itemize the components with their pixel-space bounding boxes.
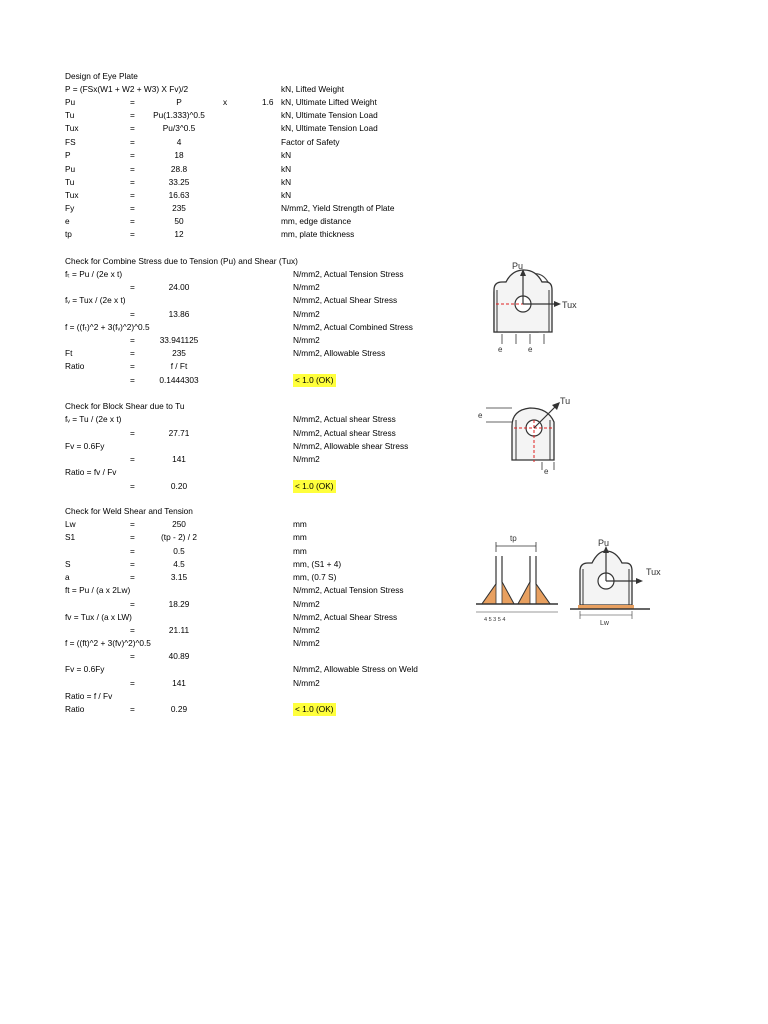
row-tu bbox=[0, 176, 768, 189]
cell-value: Pu/3^0.5 bbox=[162, 123, 196, 133]
cell-label: S1 bbox=[65, 532, 76, 542]
row-ratio-value bbox=[0, 374, 768, 387]
fig4-tux-label: Tux bbox=[646, 567, 661, 577]
cell-eq: = bbox=[130, 532, 135, 542]
row-tu-formula bbox=[0, 109, 768, 122]
cell-label: Tu bbox=[65, 110, 75, 120]
fig4-pu-label: Pu bbox=[598, 538, 610, 548]
cell-value: 141 bbox=[172, 454, 186, 464]
cell-value: 3.15 bbox=[170, 572, 188, 582]
cell-label: FS bbox=[65, 137, 76, 147]
cell-unit: N/mm2, Actual shear Stress bbox=[293, 414, 396, 424]
cell-unit: N/mm2 bbox=[293, 282, 320, 292]
cell-value: 12 bbox=[174, 229, 184, 239]
cell-label: Fy bbox=[65, 203, 75, 213]
section-heading: Check for Combine Stress due to Tension (Pu) and Shear (Tux) bbox=[65, 256, 298, 266]
fig2-e2-label: e bbox=[544, 467, 549, 476]
cell-eq: = bbox=[130, 428, 135, 438]
row-fy bbox=[0, 202, 768, 215]
ok-result-badge: < 1.0 (OK) bbox=[295, 704, 334, 714]
cell-label: Tu bbox=[65, 177, 75, 187]
cell-label: Ratio bbox=[65, 361, 85, 371]
cell-eq: = bbox=[130, 375, 135, 385]
cell-label: Fv = 0.6Fy bbox=[65, 441, 105, 451]
row-p-formula bbox=[0, 83, 768, 96]
cell-label: fᵥ = Tux / (2e x t) bbox=[65, 295, 126, 305]
row-weld-ratio-formula bbox=[0, 690, 768, 703]
cell-value: 141 bbox=[172, 678, 186, 688]
row-block-ratio-value bbox=[0, 480, 768, 493]
cell-unit: kN bbox=[281, 177, 292, 187]
cell-eq: = bbox=[130, 150, 135, 160]
row-weld-f-formula bbox=[0, 637, 768, 650]
fig3-tp-label: tp bbox=[510, 534, 517, 543]
row-pu bbox=[0, 163, 768, 176]
row-tux-formula bbox=[0, 122, 768, 135]
cell-unit: kN, Ultimate Tension Load bbox=[281, 123, 378, 133]
row-ft-value bbox=[0, 281, 768, 294]
cell-multiply: x bbox=[223, 97, 228, 107]
fig4-lw-label: Lw bbox=[600, 620, 609, 627]
fig1-tux-label: Tux bbox=[562, 300, 577, 310]
cell-eq: = bbox=[130, 361, 135, 371]
cell-unit: mm, (S1 + 4) bbox=[293, 559, 342, 569]
cell-unit: N/mm2, Actual Combined Stress bbox=[293, 322, 413, 332]
cell-label: f = ((ft)^2 + 3(fv)^2)^0.5 bbox=[65, 638, 151, 648]
row-pu-formula bbox=[0, 96, 768, 109]
cell-value: 13.86 bbox=[168, 309, 190, 319]
row-tp bbox=[0, 228, 768, 241]
cell-eq: = bbox=[130, 123, 135, 133]
fig1-pu-label: Pu bbox=[512, 262, 524, 271]
row-block-fv-allow-value bbox=[0, 453, 768, 466]
cell-label: P = (FSx(W1 + W2 + W3) X Fv)/2 bbox=[65, 84, 189, 94]
cell-label: Pu bbox=[65, 164, 76, 174]
cell-value: 16.63 bbox=[168, 190, 190, 200]
cell-unit: N/mm2 bbox=[293, 454, 320, 464]
cell-unit: N/mm2 bbox=[293, 599, 320, 609]
cell-eq: = bbox=[130, 137, 135, 147]
cell-unit: N/mm2, Yield Strength of Plate bbox=[281, 203, 395, 213]
fig3-dims-label: 4 5 3 5 4 bbox=[484, 617, 506, 623]
cell-label: e bbox=[65, 216, 70, 226]
row-weld-heading bbox=[0, 505, 768, 518]
weld-section-diagram bbox=[472, 532, 562, 624]
row-fs bbox=[0, 136, 768, 149]
ok-result-badge: < 1.0 (OK) bbox=[295, 481, 334, 491]
row-block-fv-value bbox=[0, 427, 768, 440]
row-block-heading bbox=[0, 400, 768, 413]
cell-eq: = bbox=[130, 110, 135, 120]
ok-result-badge: < 1.0 (OK) bbox=[295, 375, 334, 385]
cell-label: Pu bbox=[65, 97, 76, 107]
cell-value: 4.5 bbox=[173, 559, 185, 569]
row-f-value bbox=[0, 334, 768, 347]
cell-label: Tux bbox=[65, 190, 79, 200]
cell-eq: = bbox=[130, 203, 135, 213]
cell-label: Lw bbox=[65, 519, 76, 529]
cell-label: ft = Pu / (a x 2Lw) bbox=[65, 585, 131, 595]
cell-unit: mm bbox=[293, 532, 307, 542]
cell-value: 28.8 bbox=[170, 164, 188, 174]
row-weld-fv-allow-value bbox=[0, 677, 768, 690]
cell-eq: = bbox=[130, 229, 135, 239]
cell-value: 33.941125 bbox=[159, 335, 199, 345]
cell-value: 27.71 bbox=[168, 428, 190, 438]
row-ft-formula bbox=[0, 268, 768, 281]
cell-label: tp bbox=[65, 229, 72, 239]
title-row bbox=[0, 70, 768, 83]
cell-unit: mm bbox=[293, 546, 307, 556]
row-f-formula bbox=[0, 321, 768, 334]
cell-value: 18 bbox=[174, 150, 184, 160]
row-combined-heading bbox=[0, 255, 768, 268]
cell-value: f / Ft bbox=[170, 361, 188, 371]
cell-value: 0.1444303 bbox=[159, 375, 199, 385]
cell-value: 33.25 bbox=[168, 177, 190, 187]
section-heading: Check for Weld Shear and Tension bbox=[65, 506, 193, 516]
cell-label: Ratio bbox=[65, 704, 85, 714]
cell-eq: = bbox=[130, 97, 135, 107]
cell-value: 235 bbox=[172, 203, 186, 213]
cell-unit: mm, edge distance bbox=[281, 216, 352, 226]
row-block-ratio bbox=[0, 466, 768, 479]
weld-length-diagram bbox=[570, 535, 670, 627]
cell-unit: N/mm2 bbox=[293, 309, 320, 319]
cell-eq: = bbox=[130, 190, 135, 200]
cell-unit: kN bbox=[281, 164, 292, 174]
fig2-tu-label: Tu bbox=[560, 396, 571, 406]
cell-label: fᵥ = Tu / (2e x t) bbox=[65, 414, 122, 424]
cell-eq: = bbox=[130, 572, 135, 582]
row-weld-f-value bbox=[0, 650, 768, 663]
cell-unit: kN, Lifted Weight bbox=[281, 84, 345, 94]
cell-label: P bbox=[65, 150, 71, 160]
cell-eq: = bbox=[130, 651, 135, 661]
cell-unit: kN, Ultimate Tension Load bbox=[281, 110, 378, 120]
cell-unit: N/mm2, Actual Shear Stress bbox=[293, 295, 398, 305]
row-p bbox=[0, 149, 768, 162]
cell-value: 250 bbox=[172, 519, 186, 529]
cell-value: 235 bbox=[172, 348, 186, 358]
cell-label: Tux bbox=[65, 123, 79, 133]
cell-unit: N/mm2, Actual Tension Stress bbox=[293, 269, 404, 279]
row-fv-formula bbox=[0, 294, 768, 307]
cell-value: P bbox=[176, 97, 182, 107]
cell-value: 21.11 bbox=[168, 625, 190, 635]
cell-eq: = bbox=[130, 559, 135, 569]
cell-unit: N/mm2 bbox=[293, 638, 320, 648]
cell-label: fv = Tux / (a x LW) bbox=[65, 612, 132, 622]
cell-value: Pu(1.333)^0.5 bbox=[153, 110, 205, 120]
cell-unit: kN bbox=[281, 190, 292, 200]
cell-unit: N/mm2 bbox=[293, 678, 320, 688]
cell-value: 18.29 bbox=[168, 599, 190, 609]
cell-value: 40.89 bbox=[168, 651, 190, 661]
cell-unit: N/mm2, Actual Shear Stress bbox=[293, 612, 398, 622]
cell-label: S bbox=[65, 559, 71, 569]
row-block-fv-formula bbox=[0, 413, 768, 426]
section-heading: Check for Block Shear due to Tu bbox=[65, 401, 185, 411]
cell-unit: N/mm2 bbox=[293, 335, 320, 345]
cell-eq: = bbox=[130, 704, 135, 714]
row-ratio bbox=[0, 360, 768, 373]
row-e bbox=[0, 215, 768, 228]
cell-eq: = bbox=[130, 481, 135, 491]
cell-eq: = bbox=[130, 177, 135, 187]
fig1-e2-label: e bbox=[528, 345, 533, 354]
cell-eq: = bbox=[130, 164, 135, 174]
cell-eq: = bbox=[130, 309, 135, 319]
row-lw bbox=[0, 518, 768, 531]
fig1-e1-label: e bbox=[498, 345, 503, 354]
row-weld-ratio bbox=[0, 703, 768, 716]
row-ft-allow bbox=[0, 347, 768, 360]
cell-eq: = bbox=[130, 348, 135, 358]
cell-eq: = bbox=[130, 599, 135, 609]
cell-eq: = bbox=[130, 335, 135, 345]
cell-eq: = bbox=[130, 678, 135, 688]
cell-factor: 1.6 bbox=[262, 97, 274, 107]
row-tux bbox=[0, 189, 768, 202]
cell-eq: = bbox=[130, 216, 135, 226]
cell-value: 0.20 bbox=[170, 481, 188, 491]
cell-unit: Factor of Safety bbox=[281, 137, 340, 147]
section-title: Design of Eye Plate bbox=[65, 71, 138, 81]
cell-eq: = bbox=[130, 625, 135, 635]
cell-eq: = bbox=[130, 454, 135, 464]
cell-unit: mm, plate thickness bbox=[281, 229, 355, 239]
cell-unit: kN, Ultimate Lifted Weight bbox=[281, 97, 377, 107]
eye-plate-diagram-combined bbox=[482, 262, 582, 357]
cell-label: f = ((fₜ)^2 + 3(fᵥ)^2)^0.5 bbox=[65, 322, 150, 332]
cell-unit: kN bbox=[281, 150, 292, 160]
row-weld-fv-allow bbox=[0, 663, 768, 676]
eye-plate-diagram-block-shear bbox=[474, 392, 584, 477]
cell-label: Ft bbox=[65, 348, 73, 358]
cell-value: 0.5 bbox=[173, 546, 185, 556]
row-block-fv-allow bbox=[0, 440, 768, 453]
cell-unit: N/mm2, Actual shear Stress bbox=[293, 428, 396, 438]
fig2-e1-label: e bbox=[478, 411, 483, 420]
cell-value: (tp - 2) / 2 bbox=[161, 532, 197, 542]
cell-unit: N/mm2, Allowable shear Stress bbox=[293, 441, 409, 451]
cell-unit: N/mm2, Actual Tension Stress bbox=[293, 585, 404, 595]
cell-label: a bbox=[65, 572, 70, 582]
cell-eq: = bbox=[130, 519, 135, 529]
cell-unit: N/mm2, Allowable Stress on Weld bbox=[293, 664, 418, 674]
cell-unit: N/mm2, Allowable Stress bbox=[293, 348, 386, 358]
cell-eq: = bbox=[130, 282, 135, 292]
cell-eq: = bbox=[130, 546, 135, 556]
cell-value: 4 bbox=[176, 137, 182, 147]
cell-label: Ratio = fv / Fv bbox=[65, 467, 117, 477]
cell-value: 50 bbox=[174, 216, 184, 226]
cell-value: 0.29 bbox=[170, 704, 188, 714]
cell-unit: N/mm2 bbox=[293, 625, 320, 635]
cell-unit: mm bbox=[293, 519, 307, 529]
cell-label: Fv = 0.6Fy bbox=[65, 664, 105, 674]
cell-unit: mm, (0.7 S) bbox=[293, 572, 337, 582]
cell-label: fₜ = Pu / (2e x t) bbox=[65, 269, 123, 279]
row-fv-value bbox=[0, 308, 768, 321]
cell-label: Ratio = f / Fv bbox=[65, 691, 113, 701]
cell-value: 24.00 bbox=[168, 282, 190, 292]
